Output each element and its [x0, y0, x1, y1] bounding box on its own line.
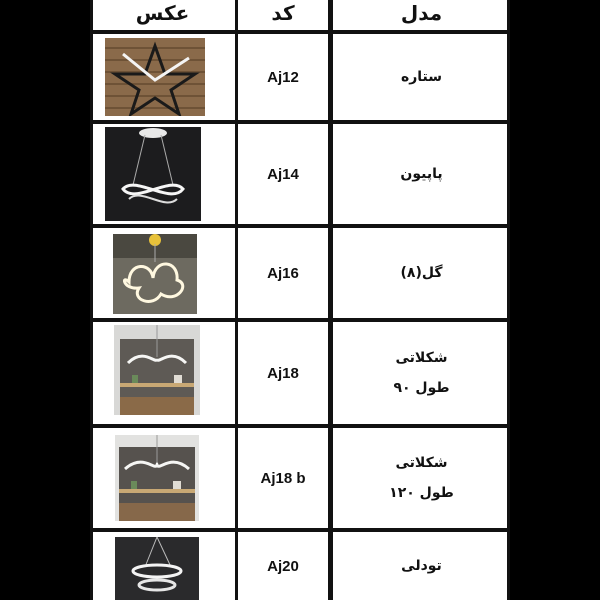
price-table — [90, 0, 510, 600]
model-cell — [333, 34, 510, 120]
model-cell — [333, 228, 510, 318]
bowtie-chandelier-icon — [105, 127, 201, 221]
model-cell — [333, 124, 510, 224]
code-cell: Aj14 — [267, 165, 299, 183]
model-line: طول ۱۲۰ — [389, 485, 454, 501]
code-cell: Aj18 b — [260, 469, 306, 487]
model-line: پاپیون — [400, 166, 443, 182]
product-photo-spiral — [115, 537, 199, 600]
chocolate-chandelier-icon — [115, 435, 199, 521]
row-divider — [90, 528, 510, 532]
model-line: شکلاتی — [395, 350, 448, 366]
star-chandelier-icon — [105, 38, 205, 116]
header-model: مدل — [400, 1, 443, 25]
product-photo-star — [105, 38, 205, 116]
model-cell — [333, 428, 510, 528]
flower-chandelier-icon — [113, 234, 197, 314]
column-divider — [330, 0, 333, 600]
chocolate-chandelier-icon — [114, 325, 200, 415]
row-divider — [90, 318, 510, 322]
row-divider — [90, 30, 510, 34]
row-divider — [90, 424, 510, 428]
code-cell: Aj12 — [267, 68, 299, 86]
product-photo-bowtie — [105, 127, 201, 221]
table-border-left — [90, 0, 93, 600]
model-line: طول ۹۰ — [393, 380, 450, 396]
code-cell: Aj16 — [267, 264, 299, 282]
product-photo-chocolate — [114, 325, 200, 415]
code-cell: Aj18 — [267, 364, 299, 382]
table-border-right — [507, 0, 510, 600]
row-divider — [90, 224, 510, 228]
model-line: ستاره — [400, 69, 443, 85]
spiral-chandelier-icon — [115, 537, 199, 600]
product-photo-chocolate-b — [115, 435, 199, 521]
model-line: شکلاتی — [395, 455, 448, 471]
column-divider — [235, 0, 238, 600]
code-cell: Aj20 — [267, 557, 299, 575]
model-cell — [333, 322, 510, 424]
row-divider — [90, 120, 510, 124]
header-image: عکس — [135, 1, 190, 25]
model-line: گل(۸) — [400, 265, 443, 281]
product-photo-flower — [113, 234, 197, 314]
model-line: تودلی — [401, 558, 442, 574]
model-cell — [333, 532, 510, 600]
header-code: کد — [271, 1, 295, 25]
